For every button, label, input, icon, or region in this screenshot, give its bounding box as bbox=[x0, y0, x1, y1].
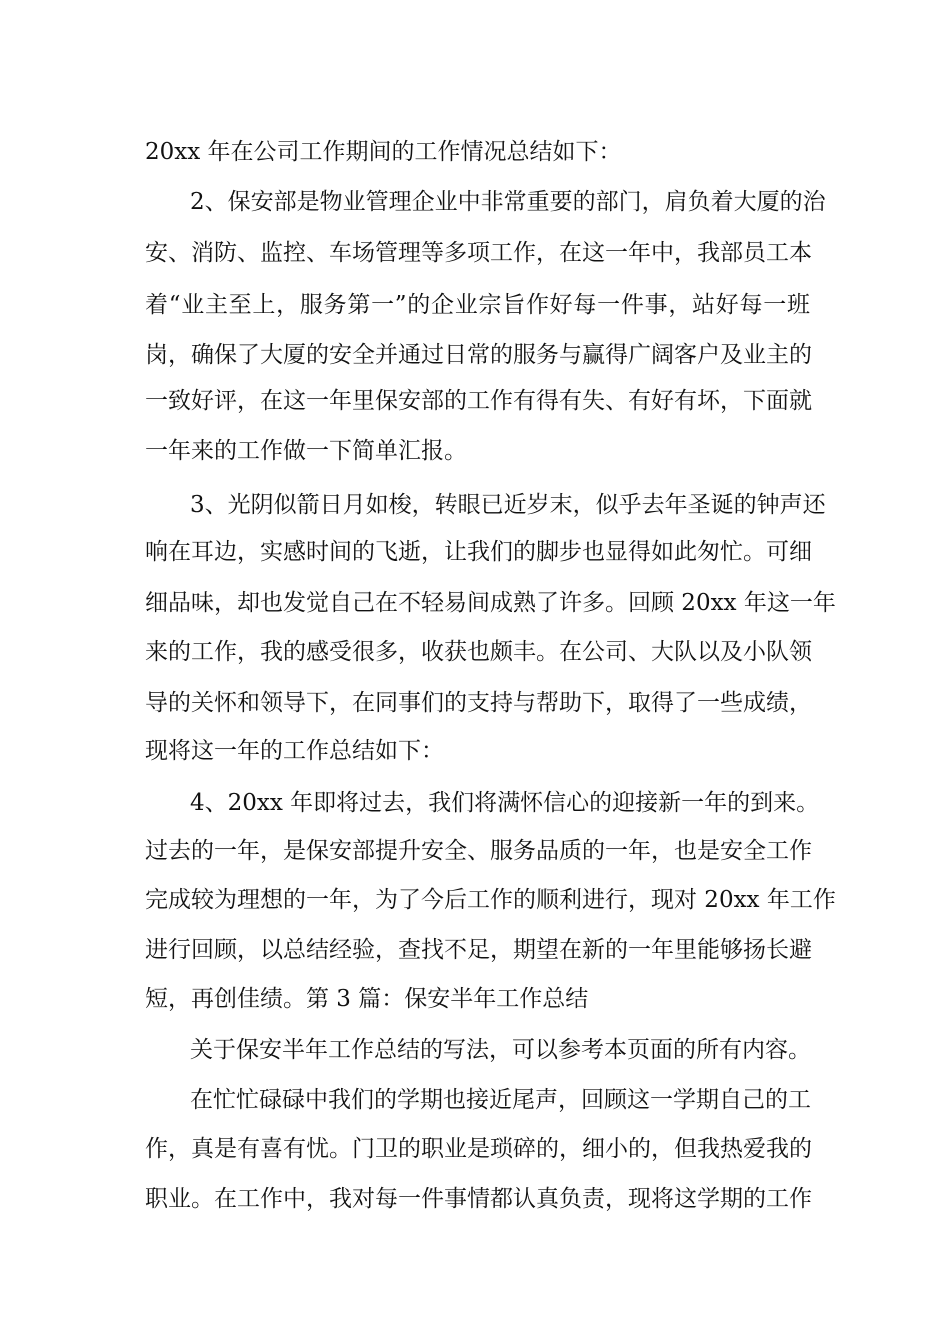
text-line: 过去的一年，是保安部提升安全、服务品质的一年，也是安全工作 bbox=[145, 838, 812, 864]
text-line: 作，真是有喜有忧。门卫的职业是琐碎的，细小的，但我热爱我的 bbox=[145, 1136, 812, 1162]
text-line: 短，再创佳绩。第 3 篇：保安半年工作总结 bbox=[145, 986, 589, 1012]
text-line: 着“业主至上，服务第一”的企业宗旨作好每一件事，站好每一班 bbox=[145, 292, 810, 318]
paragraph-line: 关于保安半年工作总结的写法，可以参考本页面的所有内容。 bbox=[190, 1037, 811, 1063]
text-line: 细品味，却也发觉自己在不轻易间成熟了许多。回顾 20xx 年这一年 bbox=[145, 590, 836, 616]
paragraph-4-line: 4、20xx 年即将过去，我们将满怀信心的迎接新一年的到来。 bbox=[190, 790, 820, 816]
text-line: 响在耳边，实感时间的飞逝，让我们的脚步也显得如此匆忙。可细 bbox=[145, 539, 812, 565]
text-line: 职业。在工作中，我对每一件事情都认真负责，现将这学期的工作 bbox=[145, 1186, 812, 1212]
text-line: 现将这一年的工作总结如下： bbox=[145, 738, 444, 764]
paragraph-3-line: 3、光阴似箭日月如梭，转眼已近岁末，似乎去年圣诞的钟声还 bbox=[190, 492, 826, 518]
text-line: 完成较为理想的一年，为了今后工作的顺利进行，现对 20xx 年工作 bbox=[145, 887, 836, 913]
text-line: 来的工作，我的感受很多，收获也颇丰。在公司、大队以及小队领 bbox=[145, 639, 812, 665]
text-line: 一年来的工作做一下简单汇报。 bbox=[145, 438, 467, 464]
text-line: 岗，确保了大厦的安全并通过日常的服务与赢得广阔客户及业主的 bbox=[145, 342, 812, 368]
paragraph-2-line: 2、保安部是物业管理企业中非常重要的部门，肩负着大厦的治 bbox=[190, 189, 826, 215]
text-line: 一致好评，在这一年里保安部的工作有得有失、有好有坏，下面就 bbox=[145, 388, 812, 414]
text-line: 安、消防、监控、车场管理等多项工作，在这一年中，我部员工本 bbox=[145, 240, 812, 266]
text-line: 20xx 年在公司工作期间的工作情况总结如下： bbox=[145, 139, 622, 165]
text-line: 导的关怀和领导下，在同事们的支持与帮助下，取得了一些成绩， bbox=[145, 690, 812, 716]
paragraph-line: 在忙忙碌碌中我们的学期也接近尾声，回顾这一学期自己的工 bbox=[190, 1087, 811, 1113]
text-line: 进行回顾，以总结经验，查找不足，期望在新的一年里能够扬长避 bbox=[145, 937, 812, 963]
